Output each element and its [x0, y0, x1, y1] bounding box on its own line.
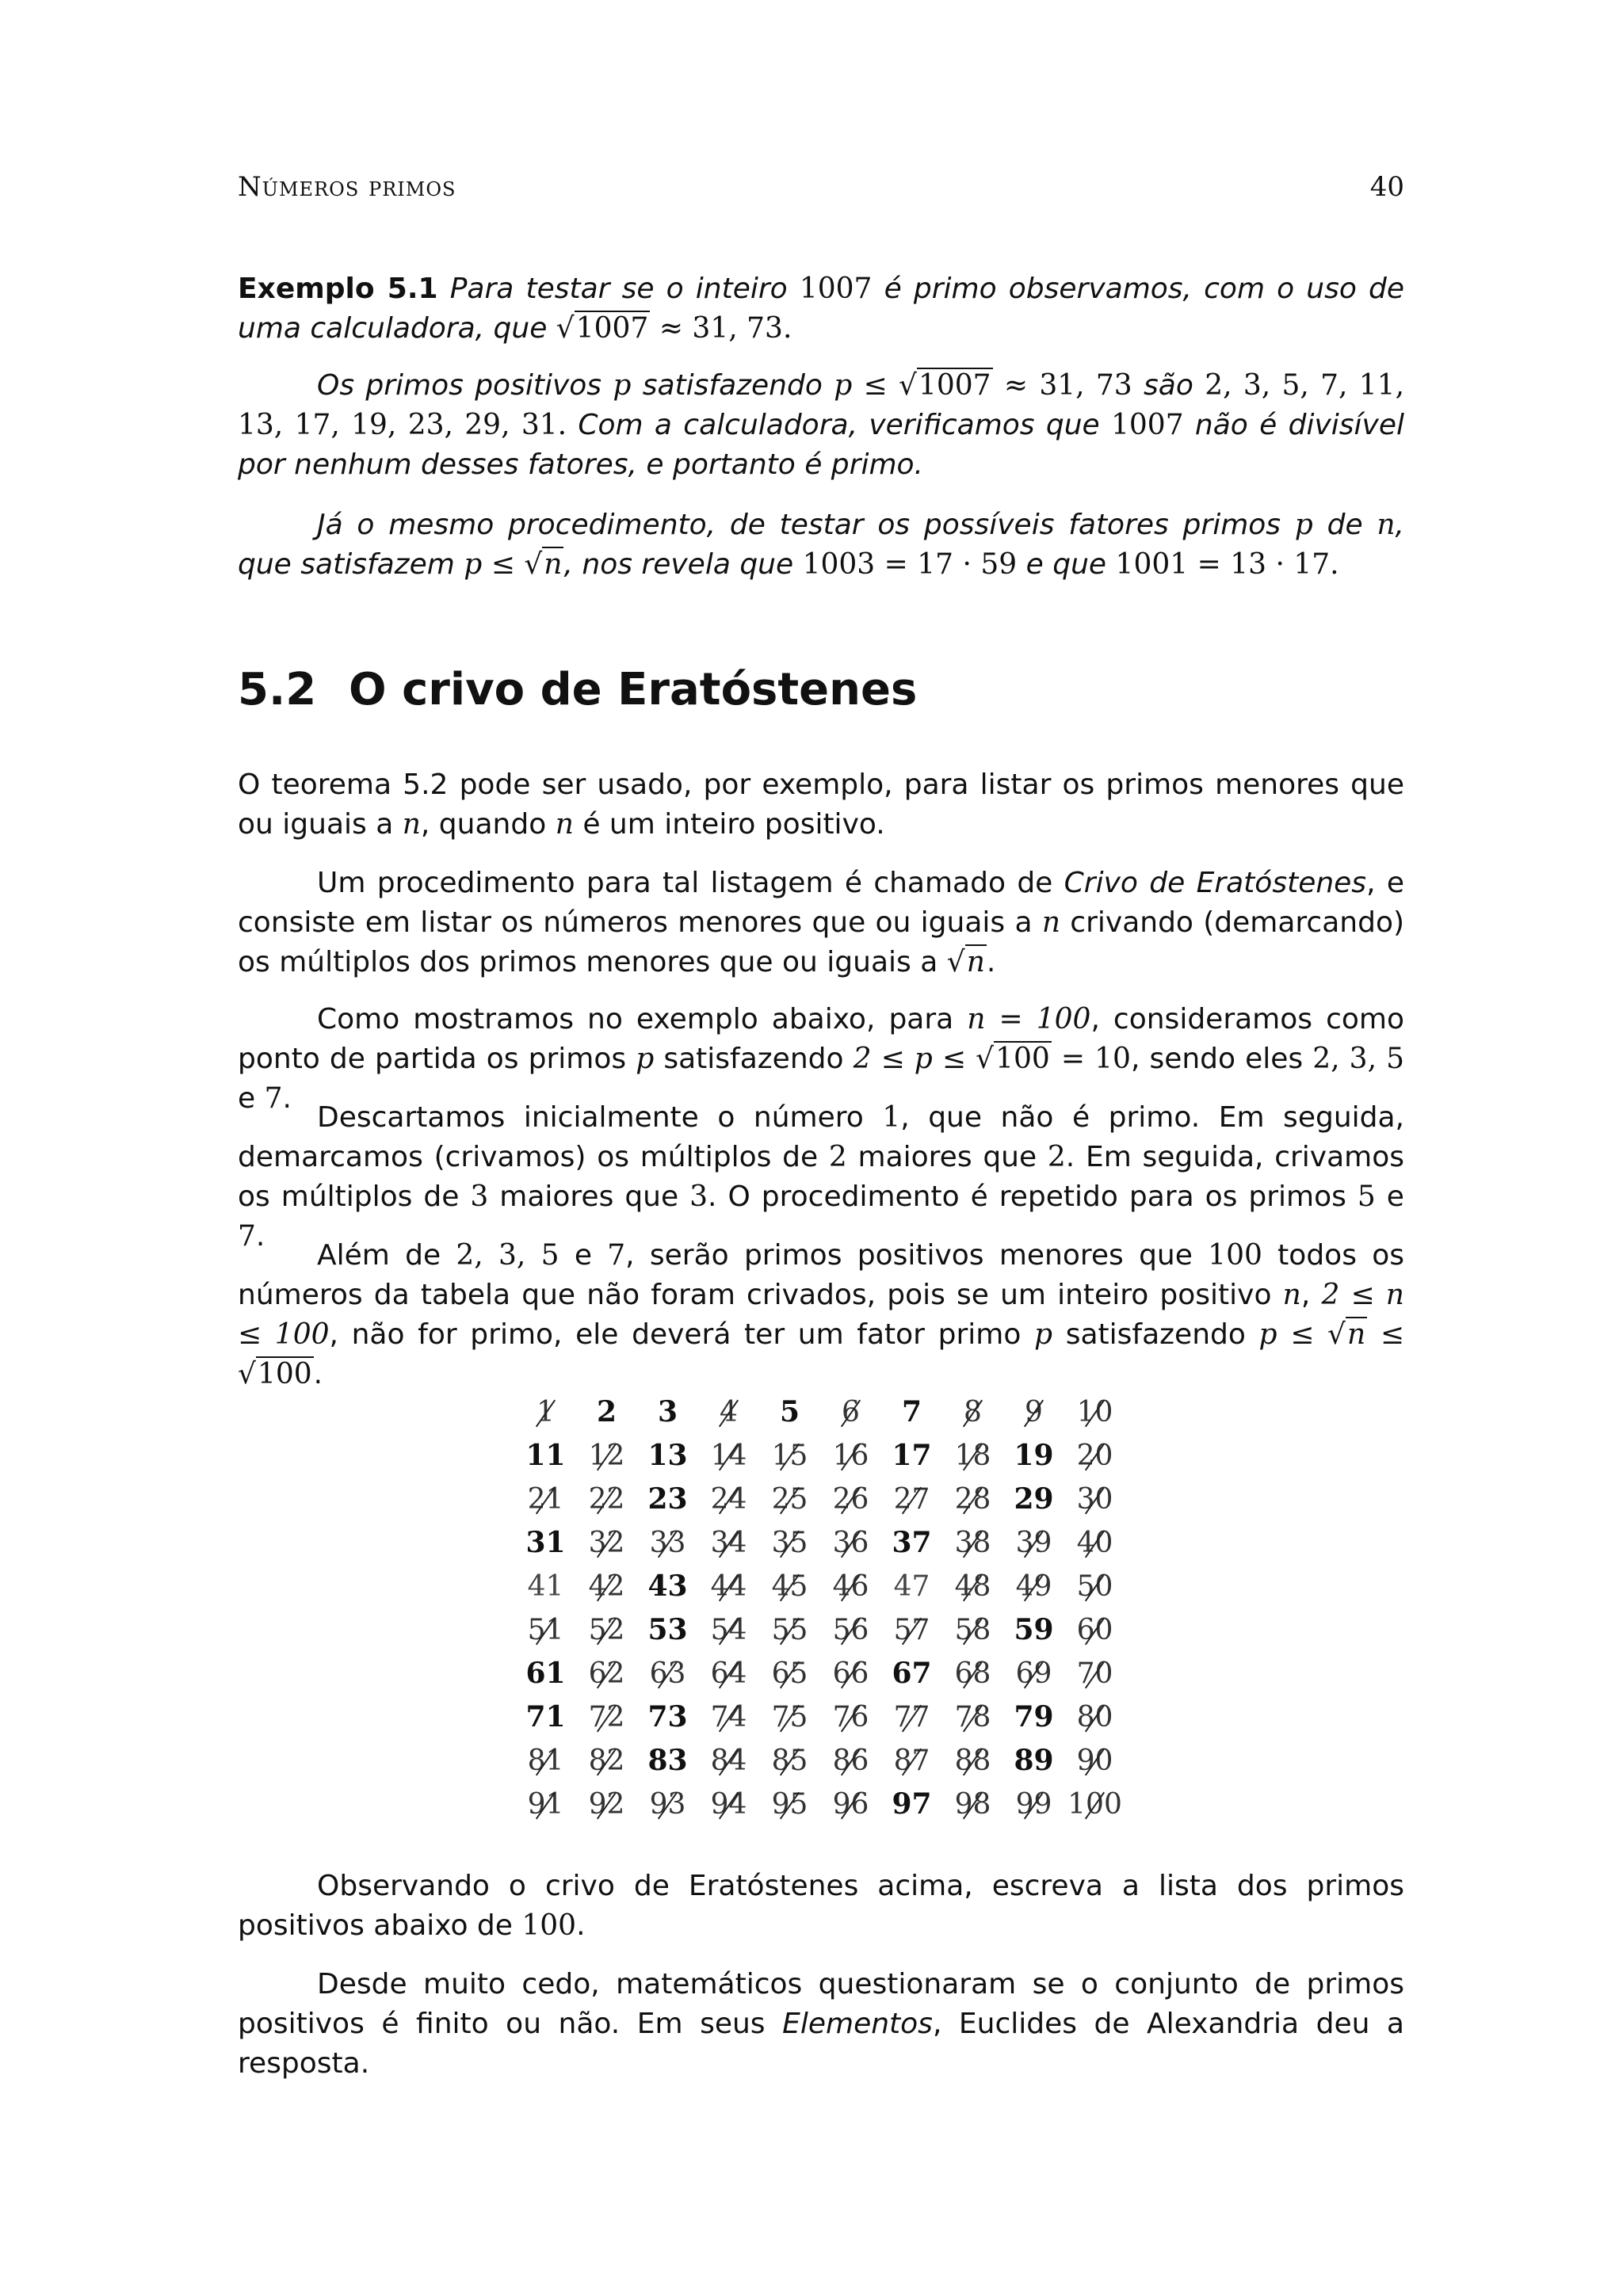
sieve-cell-47: 47: [893, 1570, 930, 1603]
sieve-cell-10: 10: [1064, 1390, 1125, 1434]
sieve-cell-68: 68: [942, 1652, 1003, 1695]
sieve-cell-77: 77: [881, 1695, 942, 1739]
sieve-cell-90: 90: [1064, 1739, 1125, 1783]
body-paragraph-2: Um procedimento para tal listagem é chamado de Crivo de Eratóstenes, e consiste em listar os números menores que ou iguais a n crivando (demarcando) os múltiplos dos primos menores que ou iguais a √n.: [238, 867, 1405, 978]
sieve-cell-25: 25: [759, 1478, 820, 1521]
page-number: 40: [1369, 171, 1404, 203]
section-heading: [238, 662, 917, 718]
body-paragraph-7: Desde muito cedo, matemáticos questionaram se o conjunto de primos positivos é finito ou não. Em seus Elementos, Euclides de Alexandria deu a resposta.: [238, 1968, 1404, 2080]
sieve-cell-72: 72: [576, 1695, 637, 1739]
sieve-cell-56: 56: [820, 1608, 881, 1652]
sieve-cell-41: 41: [527, 1570, 564, 1603]
section-title: O crivo de Eratóstenes: [349, 664, 918, 715]
example-paragraph-2: Os primos positivos p satisfazendo p ≤ √1007 ≈ 31, 73 são 2, 3, 5, 7, 11, 13, 17, 19, 23, 29, 31. Com a calculadora, verificamos que 1007 não é divisível por nenhum desses fatores, e portanto é primo.: [238, 369, 1405, 481]
sieve-cell-45: 45: [759, 1565, 820, 1608]
elementos-emphasis: Elementos: [782, 2008, 933, 2040]
sieve-cell-4: 4: [698, 1390, 759, 1434]
sieve-cell-49: 49: [1003, 1565, 1064, 1608]
body-paragraph-1: O teorema 5.2 pode ser usado, por exemplo, para listar os primos menores que ou iguais a n, quando n é um inteiro positivo.: [238, 769, 1404, 841]
sieve-cell-95: 95: [759, 1783, 820, 1826]
running-header: [238, 171, 1404, 206]
sieve-cell-54: 54: [698, 1608, 759, 1652]
sieve-cell-82: 82: [576, 1739, 637, 1783]
sieve-cell-7: 7: [901, 1395, 922, 1428]
example-paragraph-1: Exemplo 5.1 Para testar se o inteiro 1007 é primo observamos, com o uso de uma calculadora, que √1007 ≈ 31, 73.: [238, 273, 1405, 345]
sieve-cell-42: 42: [576, 1565, 637, 1608]
sieve-cell-8: 8: [942, 1390, 1003, 1434]
example-paragraph-3: Já o mesmo procedimento, de testar os possíveis fatores primos p de n, que satisfazem p ≤ √n, nos revela que 1003 = 17 · 59 e que 1001 = 13 · 17.: [238, 509, 1404, 581]
sieve-cell-28: 28: [942, 1478, 1003, 1521]
body-paragraph-3: Como mostramos no exemplo abaixo, para n = 100, consideramos como ponto de partida os primos p satisfazendo 2 ≤ p ≤ √100 = 10, sendo eles 2, 3, 5 e 7.: [238, 1003, 1404, 1115]
sieve-cell-93: 93: [637, 1783, 698, 1826]
sieve-cell-26: 26: [820, 1478, 881, 1521]
sieve-cell-12: 12: [576, 1434, 637, 1478]
sieve-cell-52: 52: [576, 1608, 637, 1652]
sieve-cell-59: 59: [1014, 1613, 1054, 1646]
sieve-cell-74: 74: [698, 1695, 759, 1739]
page: [238, 0, 1404, 2296]
sieve-cell-88: 88: [942, 1739, 1003, 1783]
sieve-row: [515, 1652, 1125, 1695]
body-paragraph-5: Além de 2, 3, 5 e 7, serão primos positivos menores que 100 todos os números da tabela que não foram crivados, pois se um inteiro positivo n, 2 ≤ n ≤ 100, não for primo, ele deverá ter um fator primo p satisfazendo p ≤ √n ≤ √100.: [238, 1239, 1405, 1390]
sieve-cell-57: 57: [881, 1608, 942, 1652]
sieve-cell-9: 9: [1003, 1390, 1064, 1434]
sieve-cell-79: 79: [1014, 1700, 1054, 1733]
sieve-cell-31: 31: [525, 1526, 566, 1559]
sieve-cell-15: 15: [759, 1434, 820, 1478]
sieve-cell-13: 13: [647, 1439, 688, 1472]
sieve-row: [515, 1565, 1125, 1608]
sieve-cell-98: 98: [942, 1783, 1003, 1826]
sieve-cell-44: 44: [698, 1565, 759, 1608]
sieve-cell-60: 60: [1064, 1608, 1125, 1652]
sieve-cell-5: 5: [779, 1395, 800, 1428]
sieve-cell-53: 53: [647, 1613, 688, 1646]
sieve-cell-32: 32: [576, 1521, 637, 1565]
sieve-cell-40: 40: [1064, 1521, 1125, 1565]
sieve-cell-80: 80: [1064, 1695, 1125, 1739]
sieve-cell-19: 19: [1014, 1439, 1054, 1472]
sieve-row: [515, 1695, 1125, 1739]
sieve-cell-75: 75: [759, 1695, 820, 1739]
sieve-cell-2: 2: [596, 1395, 617, 1428]
sieve-cell-30: 30: [1064, 1478, 1125, 1521]
sieve-cell-61: 61: [525, 1657, 566, 1690]
sieve-cell-36: 36: [820, 1521, 881, 1565]
header-title: Números primos: [238, 171, 456, 203]
sieve-cell-85: 85: [759, 1739, 820, 1783]
sieve-cell-92: 92: [576, 1783, 637, 1826]
sieve-cell-65: 65: [759, 1652, 820, 1695]
sieve-cell-83: 83: [647, 1744, 688, 1777]
sieve-cell-58: 58: [942, 1608, 1003, 1652]
sieve-cell-16: 16: [820, 1434, 881, 1478]
sieve-cell-51: 51: [515, 1608, 576, 1652]
sieve-cell-99: 99: [1003, 1783, 1064, 1826]
sieve-cell-23: 23: [647, 1482, 688, 1516]
sieve-cell-43: 43: [647, 1569, 688, 1603]
sieve-cell-50: 50: [1064, 1565, 1125, 1608]
sieve-cell-37: 37: [892, 1526, 932, 1559]
sieve-cell-14: 14: [698, 1434, 759, 1478]
sieve-cell-20: 20: [1064, 1434, 1125, 1478]
sieve-cell-73: 73: [647, 1700, 688, 1733]
sieve-cell-38: 38: [942, 1521, 1003, 1565]
sieve-cell-21: 21: [515, 1478, 576, 1521]
sieve-cell-78: 78: [942, 1695, 1003, 1739]
sieve-cell-100: 100: [1064, 1783, 1125, 1826]
sieve-cell-6: 6: [820, 1390, 881, 1434]
sieve-cell-64: 64: [698, 1652, 759, 1695]
sieve-cell-96: 96: [820, 1783, 881, 1826]
sieve-cell-63: 63: [637, 1652, 698, 1695]
sieve-cell-33: 33: [637, 1521, 698, 1565]
eratosthenes-sieve-table: [515, 1390, 1125, 1826]
sieve-row: [515, 1478, 1125, 1521]
sieve-cell-24: 24: [698, 1478, 759, 1521]
sieve-cell-67: 67: [892, 1657, 932, 1690]
crivo-emphasis: Crivo de Eratóstenes: [1064, 867, 1367, 899]
sieve-cell-22: 22: [576, 1478, 637, 1521]
sieve-cell-76: 76: [820, 1695, 881, 1739]
sieve-cell-71: 71: [525, 1700, 566, 1733]
sieve-cell-55: 55: [759, 1608, 820, 1652]
sieve-cell-27: 27: [881, 1478, 942, 1521]
sieve-cell-39: 39: [1003, 1521, 1064, 1565]
sieve-cell-34: 34: [698, 1521, 759, 1565]
sieve-cell-89: 89: [1014, 1744, 1054, 1777]
body-paragraph-6: Observando o crivo de Eratóstenes acima, escreva a lista dos primos positivos abaixo de 100.: [238, 1870, 1404, 1942]
sieve-cell-87: 87: [881, 1739, 942, 1783]
sieve-cell-17: 17: [892, 1439, 932, 1472]
sieve-cell-84: 84: [698, 1739, 759, 1783]
sieve-cell-66: 66: [820, 1652, 881, 1695]
sieve-cell-29: 29: [1014, 1482, 1054, 1516]
example-label: Exemplo 5.1: [238, 273, 438, 305]
sieve-cell-69: 69: [1003, 1652, 1064, 1695]
sieve-row: [515, 1608, 1125, 1652]
section-number: 5.2: [238, 664, 317, 715]
sieve-cell-91: 91: [515, 1783, 576, 1826]
sieve-cell-1: 1: [515, 1390, 576, 1434]
sieve-cell-11: 11: [525, 1439, 566, 1472]
sieve-cell-46: 46: [820, 1565, 881, 1608]
sieve-cell-94: 94: [698, 1783, 759, 1826]
body-paragraph-4: Descartamos inicialmente o número 1, que não é primo. Em seguida, demarcamos (crivamos) os múltiplos de 2 maiores que 2. Em seguida, crivamos os múltiplos de 3 maiores que 3. O procedimento é repetido para os primos 5 e 7.: [238, 1101, 1405, 1253]
sieve-cell-3: 3: [657, 1395, 678, 1428]
sieve-cell-35: 35: [759, 1521, 820, 1565]
sieve-cell-62: 62: [576, 1652, 637, 1695]
sieve-row: [515, 1521, 1125, 1565]
sieve-cell-81: 81: [515, 1739, 576, 1783]
sieve-row: [515, 1434, 1125, 1478]
sieve-cell-97: 97: [892, 1787, 932, 1821]
sieve-cell-70: 70: [1064, 1652, 1125, 1695]
sieve-cell-86: 86: [820, 1739, 881, 1783]
sieve-row: [515, 1390, 1125, 1434]
sieve-cell-18: 18: [942, 1434, 1003, 1478]
sieve-row: [515, 1739, 1125, 1783]
sieve-row: [515, 1783, 1125, 1826]
sieve-cell-48: 48: [942, 1565, 1003, 1608]
